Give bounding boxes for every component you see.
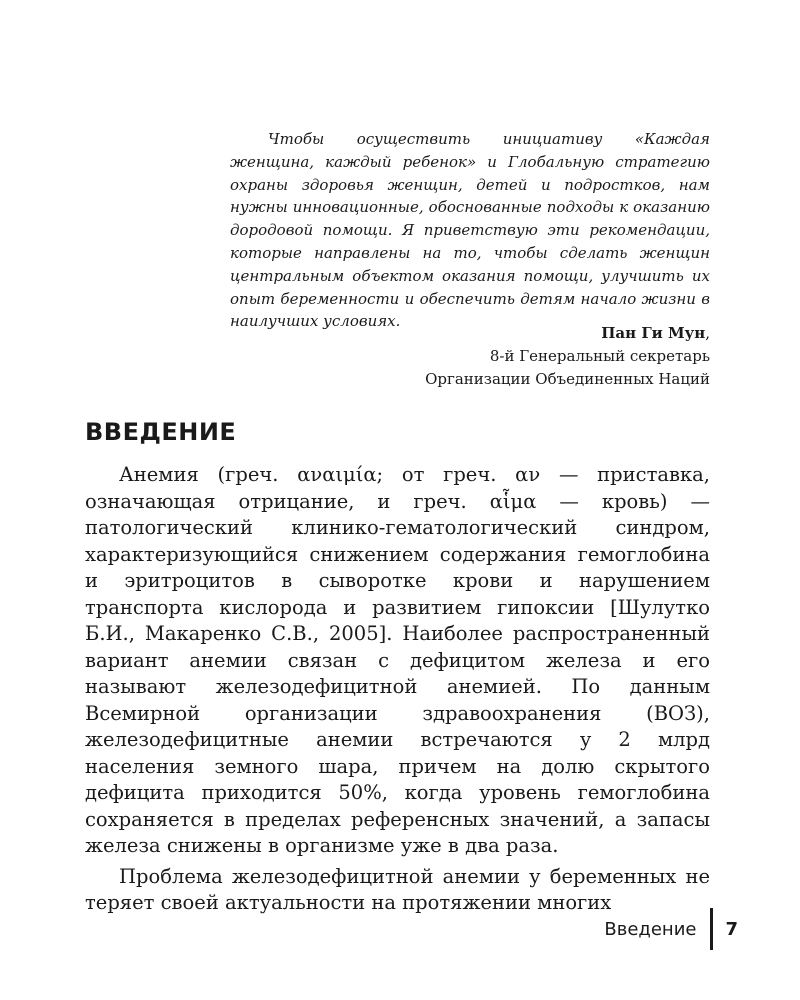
epigraph-quote: Чтобы осуществить инициативу «Каждая женщина, каждый ребенок» и Глобальную стратегию охраны здоровья женщин, детей и подростков, нам нужны инновационные, обоснованные подходы к оказанию дородовой помощи. Я приветствую эти рекомендации, которые направлены на то, чтобы сделать женщин центральным объектом оказания помощи, улучшить их опыт беременности и обеспечить детям начало жизни в наилучших условиях. — [230, 130, 710, 331]
attribution-role: 8-й Генеральный секретарь — [489, 347, 710, 365]
page-footer — [604, 912, 738, 946]
epigraph-attribution — [425, 322, 710, 391]
body-text — [85, 462, 710, 921]
body-paragraph: Проблема железодефицитной анемии у беременных не теряет своей актуальности на протяжении многих — [85, 864, 710, 914]
attribution-author: Пан Ги Мун — [601, 324, 706, 342]
footer-divider — [710, 908, 713, 950]
footer-section-name: Введение — [604, 918, 697, 940]
attribution-author-line — [425, 322, 710, 345]
attribution-author-suffix: , — [705, 324, 710, 342]
body-paragraph: Анемия (греч. αναιμία; от греч. αν — приставка, означающая отрицание, и греч. αἷμα — кровь) — патологический клинико-гематологический синдром, характеризующийся снижением содержания гемоглобина и эритроцитов в сыворотке крови и нарушением транспорта кислорода и развитием гипоксии [Шулутко Б.И., Макаренко С.В., 2005]. Наиболее распространенный вариант анемии связан с дефицитом железа и его называют железодефицитной анемией. По данным Всемирной организации здравоохранения (ВОЗ), железодефицитные анемии встречаются у 2 млрд населения земного шара, причем на долю скрытого дефицита приходится 50%, когда уровень гемоглобина сохраняется в пределах референсных значений, а запасы железа снижены в организме уже в два раза. — [85, 463, 710, 857]
attribution-organization: Организации Объединенных Наций — [425, 370, 710, 388]
section-title: ВВЕДЕНИЕ — [85, 418, 237, 446]
page-number: 7 — [725, 918, 738, 940]
